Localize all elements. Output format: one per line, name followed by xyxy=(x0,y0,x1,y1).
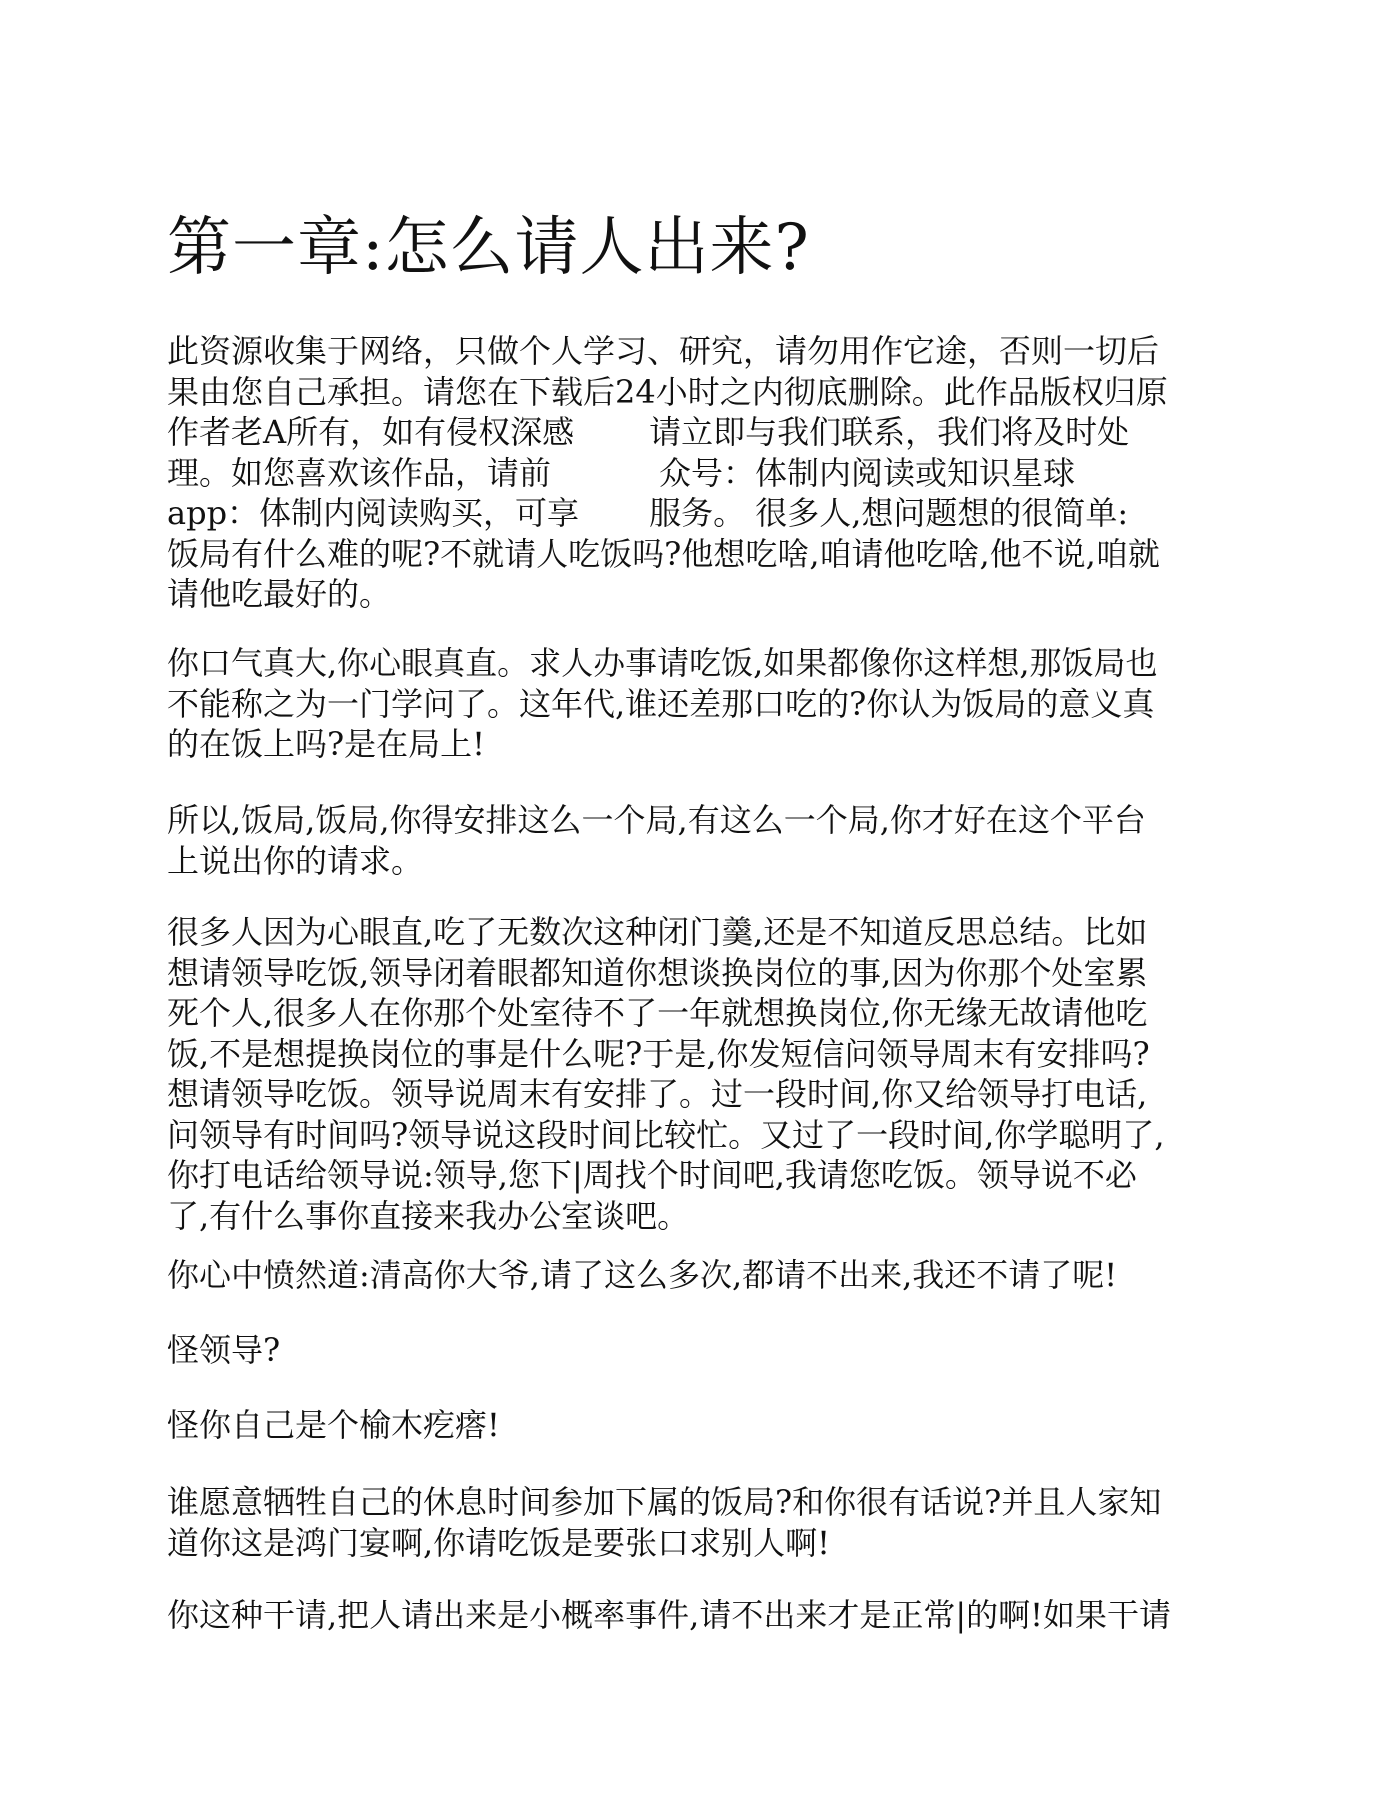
text-line xyxy=(167,993,1165,1034)
text-segment: 众号：体制内阅读或知识星球 xyxy=(659,453,1076,492)
paragraph-3 xyxy=(167,800,1146,881)
paragraph-intro xyxy=(167,331,1168,615)
text-segment: 死个人,很多人在你那个处室待不了一年就想换岗位,你无缘无故请他吃 xyxy=(167,994,1148,1032)
text-line xyxy=(167,1523,1161,1564)
text-segment: 你口气真大,你心眼真直。求人办事请吃饭,如果都像你这样想,那饭局也 xyxy=(167,644,1158,682)
text-segment: 此资源收集于网络，只做个人学习、研究，请勿用作它途，否则一切后 xyxy=(167,332,1160,370)
text-line xyxy=(167,331,1168,372)
text-line xyxy=(167,841,1146,882)
text-segment: 了,有什么事你直接来我办公室谈吧。 xyxy=(167,1196,690,1235)
text-segment: app：体制内阅读购买，可享 xyxy=(167,494,580,532)
paragraph-2 xyxy=(167,643,1158,765)
text-line xyxy=(167,1074,1165,1115)
text-line xyxy=(167,643,1158,684)
text-line xyxy=(167,724,1158,765)
paragraph-5 xyxy=(167,1255,1117,1296)
text-line xyxy=(167,1255,1117,1296)
text-segment: 饭,不是想提换岗位的事是什么呢?于是,你发短信问领导周末有安排吗? xyxy=(167,1034,1150,1073)
text-segment: 的在饭上吗?是在局上! xyxy=(167,725,486,763)
text-segment: 服务。 很多人,想问题想的很简单: xyxy=(649,494,1129,532)
text-segment: 所以,饭局,饭局,你得安排这么一个局,有这么一个局,你才好在这个平台 xyxy=(167,801,1146,839)
text-segment: 想请领导吃饭,领导闭着眼都知道你想谈换岗位的事,因为你那个处室累 xyxy=(167,953,1148,992)
paragraph-6 xyxy=(167,1330,280,1371)
text-segment: 请他吃最好的。 xyxy=(167,575,392,613)
text-segment: 问领导有时间吗?领导说这段时间比较忙。又过了一段时间,你学聪明了, xyxy=(167,1115,1165,1154)
text-line xyxy=(167,1034,1165,1075)
text-segment: 作者老A所有，如有侵权深感 xyxy=(167,413,575,451)
text-line xyxy=(167,1155,1165,1196)
text-line xyxy=(167,1482,1161,1523)
text-line xyxy=(167,1405,500,1446)
text-line xyxy=(167,372,1168,413)
text-segment: 请立即与我们联系，我们将及时处 xyxy=(649,413,1130,451)
text-segment: 你心中愤然道:清高你大爷,请了这么多次,都请不出来,我还不请了呢! xyxy=(167,1256,1118,1294)
text-segment: 想请领导吃饭。领导说周末有安排了。过一段时间,你又给领导打电话, xyxy=(167,1075,1148,1113)
text-line xyxy=(167,534,1168,575)
paragraph-8 xyxy=(167,1482,1161,1563)
text-line xyxy=(167,453,1168,494)
text-line xyxy=(167,412,1168,453)
paragraph-7 xyxy=(167,1405,500,1446)
text-segment: 谁愿意牺牲自己的休息时间参加下属的饭局?和你很有话说?并且人家知 xyxy=(167,1483,1162,1521)
text-segment: 上说出你的请求。 xyxy=(167,841,424,880)
text-segment: 很多人因为心眼直,吃了无数次这种闭门羹,还是不知道反思总结。比如 xyxy=(167,913,1148,951)
text-line xyxy=(167,1595,1171,1636)
text-segment: 不能称之为一门学问了。这年代,谁还差那口吃的?你认为饭局的意义真 xyxy=(167,684,1155,723)
paragraph-9 xyxy=(167,1595,1171,1636)
text-segment: 果由您自己承担。请您在下载后24小时之内彻底删除。此作品版权归原 xyxy=(167,372,1168,411)
text-segment: 理。如您喜欢该作品，请前 xyxy=(167,453,552,492)
text-segment: 道你这是鸿门宴啊,你请吃饭是要张口求别人啊! xyxy=(167,1523,831,1562)
text-line xyxy=(167,1330,280,1371)
text-line xyxy=(167,800,1146,841)
text-segment: 你打电话给领导说:领导,您下|周找个时间吧,我请您吃饭。领导说不必 xyxy=(167,1156,1137,1194)
text-line xyxy=(167,953,1165,994)
text-line xyxy=(167,493,1168,534)
text-line xyxy=(167,1115,1165,1156)
text-line xyxy=(167,574,1168,615)
chapter-title: 第一章:怎么请人出来? xyxy=(167,211,810,285)
text-segment: 饭局有什么难的呢?不就请人吃饭吗?他想吃啥,咱请他吃啥,他不说,咱就 xyxy=(167,534,1160,573)
text-segment: 怪领导? xyxy=(167,1331,281,1369)
text-line xyxy=(167,912,1165,953)
paragraph-4 xyxy=(167,912,1165,1236)
text-line xyxy=(167,1196,1165,1237)
text-line xyxy=(167,684,1158,725)
text-segment: 怪你自己是个榆木疙瘩! xyxy=(167,1406,500,1444)
text-segment: 你这种干请,把人请出来是小概率事件,请不出来才是正常|的啊!如果干请 xyxy=(167,1596,1171,1634)
